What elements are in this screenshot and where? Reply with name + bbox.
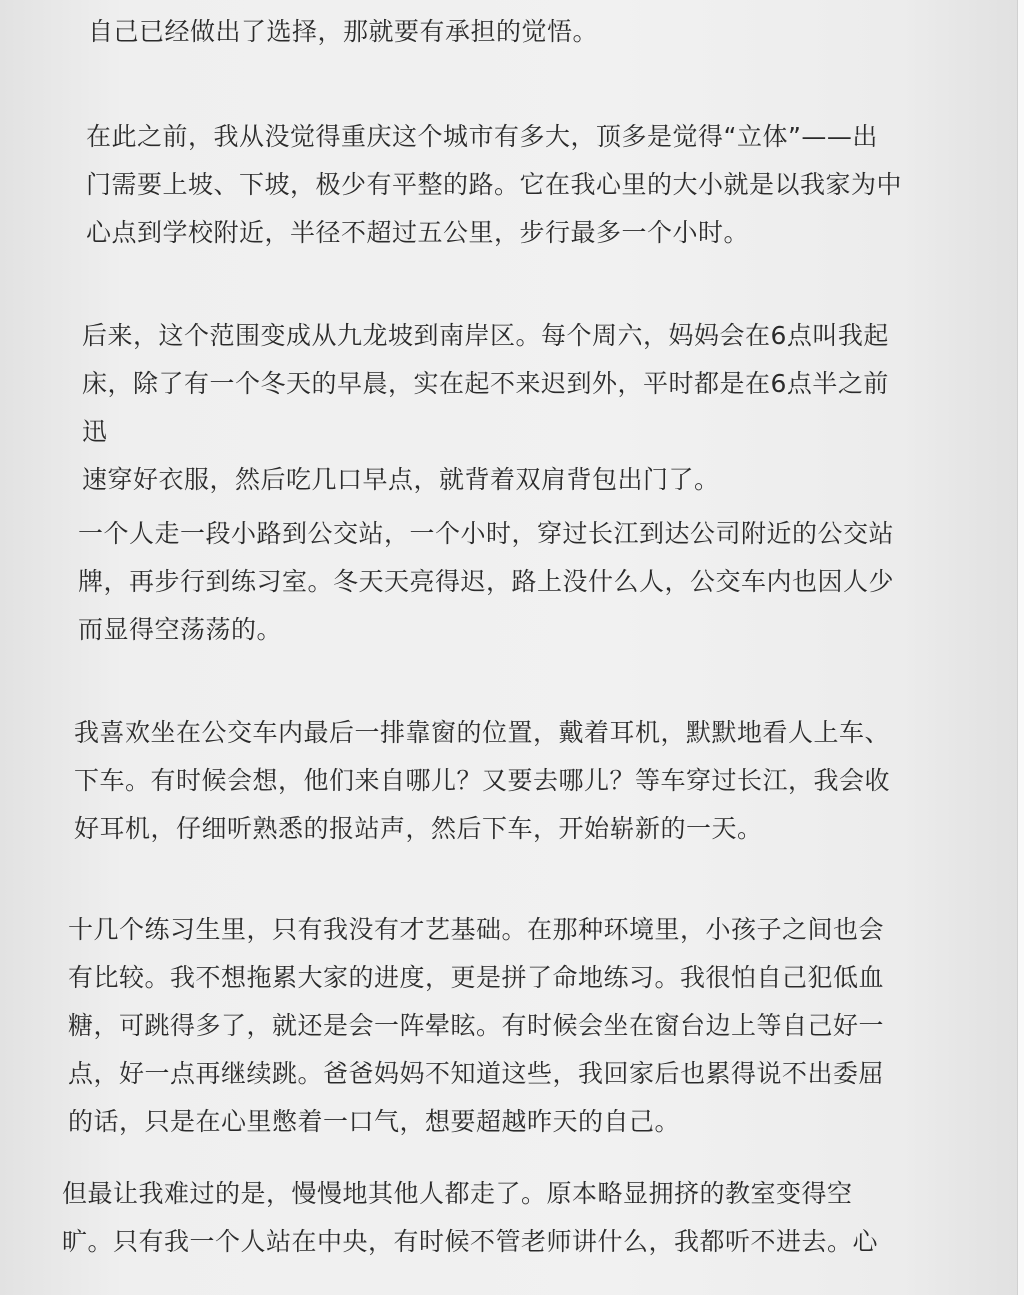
paragraph-6: 十几个练习生里，只有我没有才艺基础。在那种环境里，小孩子之间也会 有比较。我不想拖累大家的进度，更是拼了命地练习。我很怕自己犯低血 糖，可跳得多了，就还是会一阵晕眩。有时候会坐在窗台边上等自己好一 点，好一点再继续跳。爸爸妈妈不知道这些，我回家后也累得说不出委屈 的话，只是在心里憋着一口气，想要超越昨天的自己。: [68, 915, 885, 1136]
paragraph-7: 但最让我难过的是，慢慢地其他人都走了。原本略显拥挤的教室变得空 旷。只有我一个人站在中央，有时候不管老师讲什么，我都听不进去。心: [62, 1179, 879, 1256]
paragraph-1: 自己已经做出了选择，那就要有承担的觉悟。: [88, 17, 599, 46]
paragraph-5: 我喜欢坐在公交车内最后一排靠窗的位置，戴着耳机，默默地看人上车、 下车。有时候会想，他们来自哪儿？又要去哪儿？等车穿过长江，我会收 好耳机，仔细听熟悉的报站声，然后下车，开始崭新的一天。: [74, 718, 891, 843]
paragraph-3: 后来，这个范围变成从九龙坡到南岸区。每个周六，妈妈会在6点叫我起 床，除了有一个冬天的早晨，实在起不来迟到外，平时都是在6点半之前迅 速穿好衣服，然后吃几口早点，就背着双肩背包出门了。: [82, 321, 889, 494]
paragraph-2: 在此之前，我从没觉得重庆这个城市有多大，顶多是觉得“立体”——出 门需要上坡、下坡，极少有平整的路。它在我心里的大小就是以我家为中 心点到学校附近，半径不超过五公里，步行最多一个小时。: [86, 122, 903, 247]
paragraph-4: 一个人走一段小路到公交站，一个小时，穿过长江到达公司附近的公交站 牌，再步行到练习室。冬天天亮得迟，路上没什么人，公交车内也因人少 而显得空荡荡的。: [78, 519, 895, 644]
